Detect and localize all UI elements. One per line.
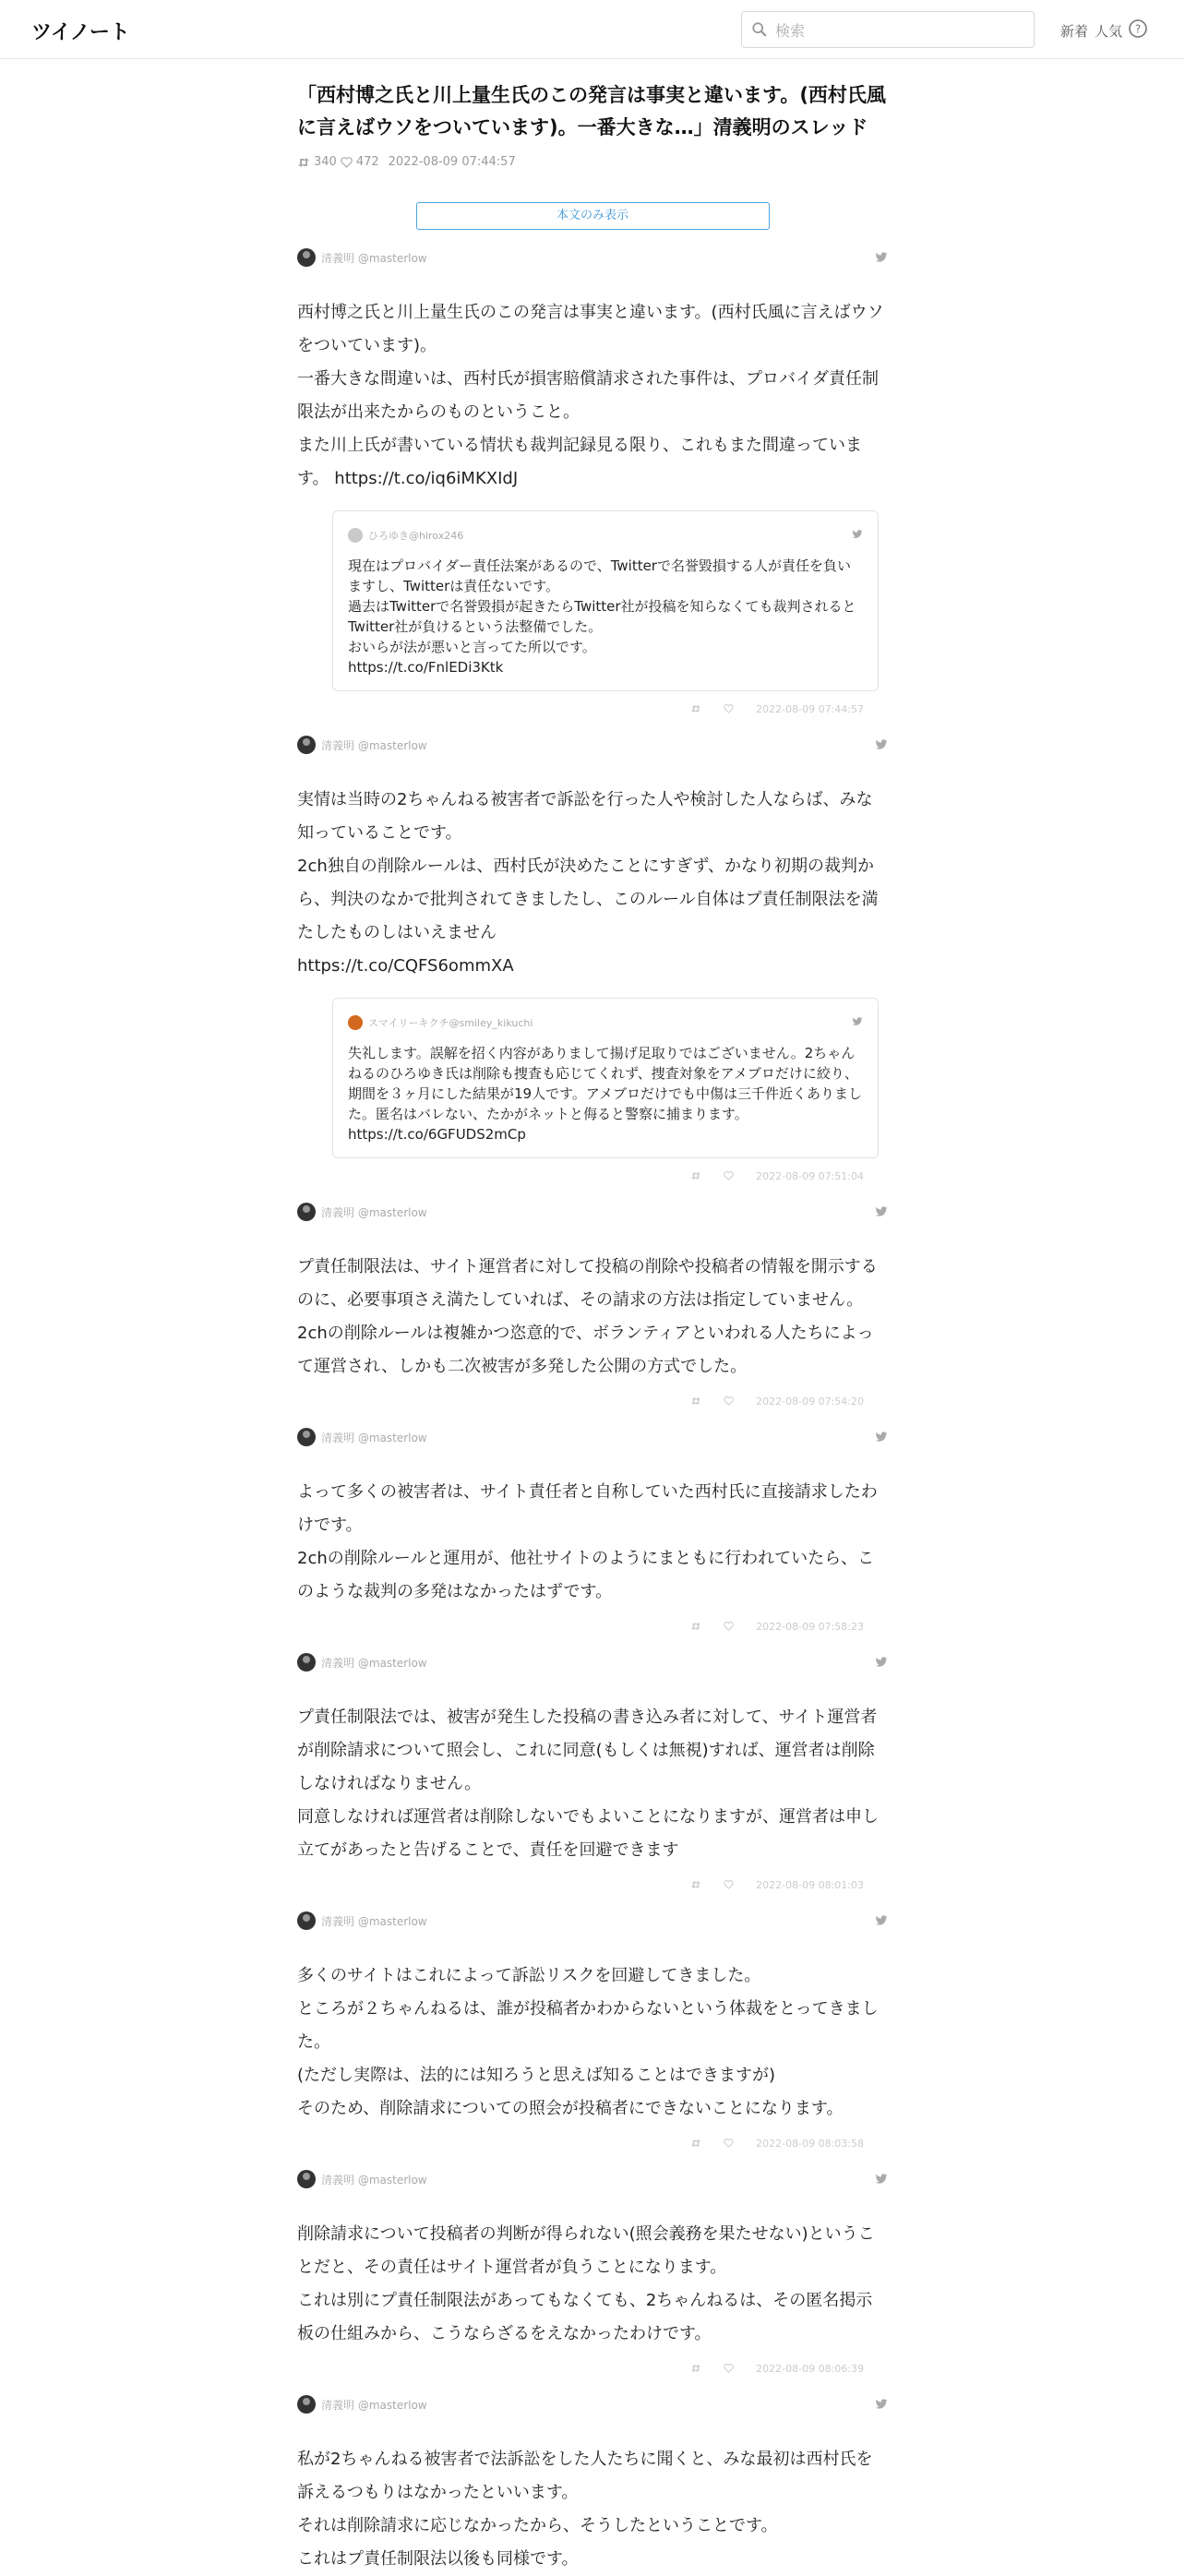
- tweet-date[interactable]: 2022-08-09 08:06:39: [756, 2362, 864, 2375]
- tweet-footer: [297, 1168, 888, 1184]
- avatar[interactable]: [297, 1203, 316, 1221]
- avatar[interactable]: [297, 248, 316, 267]
- tweet-date[interactable]: 2022-08-09 07:51:04: [756, 1169, 864, 1182]
- tweet-date[interactable]: 2022-08-09 08:01:03: [756, 1878, 864, 1891]
- avatar[interactable]: [297, 2170, 316, 2188]
- search-input[interactable]: [773, 18, 1026, 43]
- avatar[interactable]: [348, 1015, 363, 1030]
- tweet-author[interactable]: 清義明 @masterlow: [321, 1914, 427, 1928]
- tweet-line: 削除請求について投稿者の判断が得られない(照会義務を果たせない)ということだと、その責任はサイト運営者が負うことになります。: [297, 2224, 875, 2277]
- avatar[interactable]: [297, 1653, 316, 1671]
- tweet-footer: [297, 1393, 888, 1409]
- quoted-line: 失礼します。誤解を招く内容がありまして揚げ足取りではございません。2ちゃんねるのひろゆき氏は削除も捜査も応じてくれず、捜査対象をアメブロだけに絞り、期間を３ヶ月にした結果が19人です。アメブロだけでも中傷は三千件近くありました。匿名はバレない、たかがネットと侮ると警察に捕まります。 https://t.co/6GFUDS2mCp: [348, 1045, 862, 1143]
- tweet-line: 同意しなければ運営者は削除しないでもよいことになりますが、運営者は申し立てがあったと告げることで、責任を回避できます: [297, 1807, 879, 1860]
- tweet-text: [297, 784, 888, 983]
- tweet-author-row: [297, 1426, 888, 1448]
- help-icon[interactable]: [1128, 18, 1148, 39]
- tweet-line: 2chの削除ルールと運用が、他社サイトのようにまともに行われていたら、このような裁判の多発はなかったはずです。: [297, 1549, 875, 1601]
- tweet-line: 2ch独自の削除ルールは、西村氏が決めたことにすぎず、かなり初期の裁判から、判決のなかで批判されてきましたし、このルール自体はプ責任制限法を満たしたものしはいえません: [297, 857, 879, 942]
- tweet-line: 多くのサイトはこれによって訴訟リスクを回避してきました。: [297, 1966, 761, 1985]
- search-icon: [751, 21, 768, 38]
- tweet-line: (ただし実際は、法的には知ろうと思えば知ることはできますが): [297, 2066, 776, 2085]
- tweet-footer: [297, 1876, 888, 1893]
- tweet-author[interactable]: 清義明 @masterlow: [321, 738, 427, 752]
- tweet-author-row: [297, 246, 888, 269]
- tweet-line: 私が2ちゃんねる被害者で法訴訟をした人たちに聞くと、みな最初は西村氏を訴えるつもりはなかったといいます。: [297, 2450, 873, 2502]
- tweet-author[interactable]: 清義明 @masterlow: [321, 1205, 427, 1219]
- tweet-list: [297, 246, 888, 2576]
- quoted-tweet[interactable]: [332, 998, 879, 1158]
- heart-icon[interactable]: [724, 1880, 734, 1889]
- retweet-icon[interactable]: [690, 2364, 701, 2373]
- tweet-line: 西村博之氏と川上量生氏のこの発言は事実と違います。(西村氏風に言えばウソをついています)。: [297, 303, 884, 355]
- heart-icon[interactable]: [724, 1171, 734, 1180]
- heart-icon[interactable]: [724, 2364, 734, 2373]
- retweet-icon[interactable]: [690, 1396, 701, 1406]
- quoted-author-row: [348, 1015, 863, 1030]
- tweet-footer: [297, 2360, 888, 2377]
- tweet-author[interactable]: 清義明 @masterlow: [321, 2398, 427, 2412]
- thread-container: [297, 59, 888, 2576]
- tweet-text: [297, 1476, 888, 1609]
- twitter-bird-icon[interactable]: [852, 1017, 863, 1026]
- tweet-line: プ責任制限法では、被害が発生した投稿の書き込み者に対して、サイト運営者が削除請求について照会し、これに同意(もしくは無視)すれば、運営者は削除しなければなりません。: [297, 1707, 878, 1793]
- like-count: 472: [355, 155, 379, 169]
- retweet-icon[interactable]: [690, 1880, 701, 1889]
- tweet-text: [297, 2443, 888, 2576]
- thread-meta: [297, 155, 888, 169]
- quoted-tweet[interactable]: [332, 510, 879, 691]
- tweet-text: [297, 296, 888, 496]
- twitter-bird-icon[interactable]: [875, 739, 888, 750]
- heart-icon[interactable]: [724, 1622, 734, 1631]
- twitter-bird-icon[interactable]: [875, 2174, 888, 2185]
- tweet-line: また川上氏が書いている情状も裁判記録見る限り、これもまた間違っています。 https://t.co/iq6iMKXIdJ: [297, 436, 862, 488]
- heart-icon[interactable]: [724, 2139, 734, 2148]
- twitter-bird-icon[interactable]: [875, 252, 888, 263]
- tweet-text: [297, 1959, 888, 2126]
- quoted-author[interactable]: スマイリーキクチ@smiley_kikuchi: [368, 1017, 533, 1029]
- tweet-line: プ責任制限法は、サイト運営者に対して投稿の削除や投稿者の情報を開示するのに、必要事項さえ満たしていれば、その請求の方法は指定していません。: [297, 1257, 878, 1310]
- tweet-line: 一番大きな間違いは、西村氏が損害賠償請求された事件は、プロバイダ責任制限法が出来たからのものということ。: [297, 369, 879, 422]
- tweet-author-row: [297, 1651, 888, 1673]
- tweet-author-row: [297, 1201, 888, 1223]
- nav-new[interactable]: 新着: [1060, 23, 1089, 40]
- tweet-footer: [297, 2135, 888, 2151]
- quoted-text: [348, 1043, 863, 1144]
- twitter-bird-icon[interactable]: [875, 1657, 888, 1668]
- thread-title: 「西村博之氏と川上量生氏のこの発言は事実と違います。(西村氏風に言えばウソをついています)。一番大きな…」清義明のスレッド: [297, 84, 886, 138]
- tweet-date[interactable]: 2022-08-09 07:44:57: [756, 702, 864, 715]
- tweet-text: [297, 2218, 888, 2351]
- tweet: [297, 1426, 888, 1635]
- tweet-line: よって多くの被害者は、サイト責任者と自称していた西村氏に直接請求したわけです。: [297, 1482, 878, 1535]
- avatar[interactable]: [297, 1428, 316, 1446]
- twitter-bird-icon[interactable]: [875, 1915, 888, 1926]
- retweet-count: 340: [314, 155, 337, 169]
- tweet-author-row: [297, 1910, 888, 1932]
- heart-icon[interactable]: [724, 704, 734, 713]
- retweet-icon[interactable]: [690, 2139, 701, 2148]
- tweet-text: [297, 1701, 888, 1867]
- tweet-author-row: [297, 2168, 888, 2190]
- tweet-author-row: [297, 734, 888, 756]
- quoted-line: おいらが法が悪いと言ってた所以です。: [348, 639, 596, 655]
- tweet-author[interactable]: 清義明 @masterlow: [321, 1431, 427, 1444]
- avatar[interactable]: [297, 1911, 316, 1930]
- avatar[interactable]: [297, 2395, 316, 2414]
- tweet-line: ところが２ちゃんねるは、誰が投稿者かわからないという体裁をとってきました。: [297, 1999, 879, 2052]
- heart-icon: [341, 157, 353, 168]
- avatar[interactable]: [297, 736, 316, 754]
- search-box[interactable]: [741, 11, 1035, 48]
- twitter-bird-icon[interactable]: [852, 530, 863, 539]
- site-logo[interactable]: ツイノート: [31, 21, 130, 44]
- tweet: [297, 2393, 888, 2576]
- tweet-line: それは削除請求に応じなかったから、そうしたということです。: [297, 2516, 778, 2535]
- tweet-line: これは別にプ責任制限法があってもなくても、2ちゃんねるは、その匿名掲示板の仕組みから、こうならざるをえなかったわけです。: [297, 2291, 873, 2343]
- svg-text:?: ?: [1134, 22, 1142, 36]
- quoted-line: https://t.co/FnlEDi3Ktk: [348, 659, 504, 676]
- avatar[interactable]: [348, 528, 363, 543]
- tweet: [297, 734, 888, 1184]
- quoted-text: [348, 556, 863, 677]
- tweet: [297, 1910, 888, 2151]
- retweet-icon[interactable]: [690, 1622, 701, 1631]
- quoted-author-row: [348, 528, 863, 543]
- quoted-author[interactable]: ひろゆき@hirox246: [368, 530, 464, 542]
- tweet: [297, 246, 888, 717]
- twitter-bird-icon[interactable]: [875, 1432, 888, 1443]
- tweet: [297, 1651, 888, 1893]
- tweet-author-row: [297, 2393, 888, 2415]
- tweet-date[interactable]: 2022-08-09 07:58:23: [756, 1620, 864, 1633]
- tweet-line: 実情は当時の2ちゃんねる被害者で訴訟を行った人や検討した人ならば、みな知っていることです。: [297, 790, 873, 843]
- show-text-only-button[interactable]: 本文のみ表示: [416, 202, 770, 230]
- tweet-line: 2chの削除ルールは複雑かつ恣意的で、ボランティアといわれる人たちによって運営され、しかも二次被害が多発した公開の方式でした。: [297, 1324, 874, 1376]
- thread-date: 2022-08-09 07:44:57: [388, 155, 516, 169]
- tweet-line: https://t.co/CQFS6ommXA: [297, 956, 514, 976]
- tweet-author[interactable]: 清義明 @masterlow: [321, 2173, 427, 2187]
- retweet-icon[interactable]: [690, 704, 701, 713]
- tweet-line: これはプ責任制限法以後も同様です。: [297, 2549, 579, 2569]
- quoted-line: 過去はTwitterで名誉毀損が起きたらTwitter社が投稿を知らなくても裁判されるとTwitter社が負けるという法整備でした。: [348, 598, 856, 635]
- twitter-bird-icon[interactable]: [875, 1206, 888, 1217]
- twitter-bird-icon[interactable]: [875, 2399, 888, 2410]
- tweet: [297, 2168, 888, 2377]
- nav-popular[interactable]: 人気: [1095, 23, 1123, 40]
- tweet-date[interactable]: 2022-08-09 08:03:58: [756, 2137, 864, 2150]
- tweet-author[interactable]: 清義明 @masterlow: [321, 1656, 427, 1670]
- heart-icon[interactable]: [724, 1396, 734, 1406]
- tweet: [297, 1201, 888, 1409]
- tweet-author[interactable]: 清義明 @masterlow: [321, 251, 427, 265]
- tweet-date[interactable]: 2022-08-09 07:54:20: [756, 1395, 864, 1408]
- retweet-icon[interactable]: [690, 1171, 701, 1180]
- tweet-footer: [297, 1618, 888, 1635]
- site-header: [0, 0, 1185, 59]
- retweet-icon: [297, 157, 310, 168]
- tweet-footer: [297, 701, 888, 717]
- quoted-line: 現在はプロバイダー責任法案があるので、Twitterで名誉毀損する人が責任を負いますし、Twitterは責任ないです。: [348, 557, 851, 594]
- tweet-line: そのため、削除請求についての照会が投稿者にできないことになります。: [297, 2099, 844, 2118]
- tweet-text: [297, 1251, 888, 1384]
